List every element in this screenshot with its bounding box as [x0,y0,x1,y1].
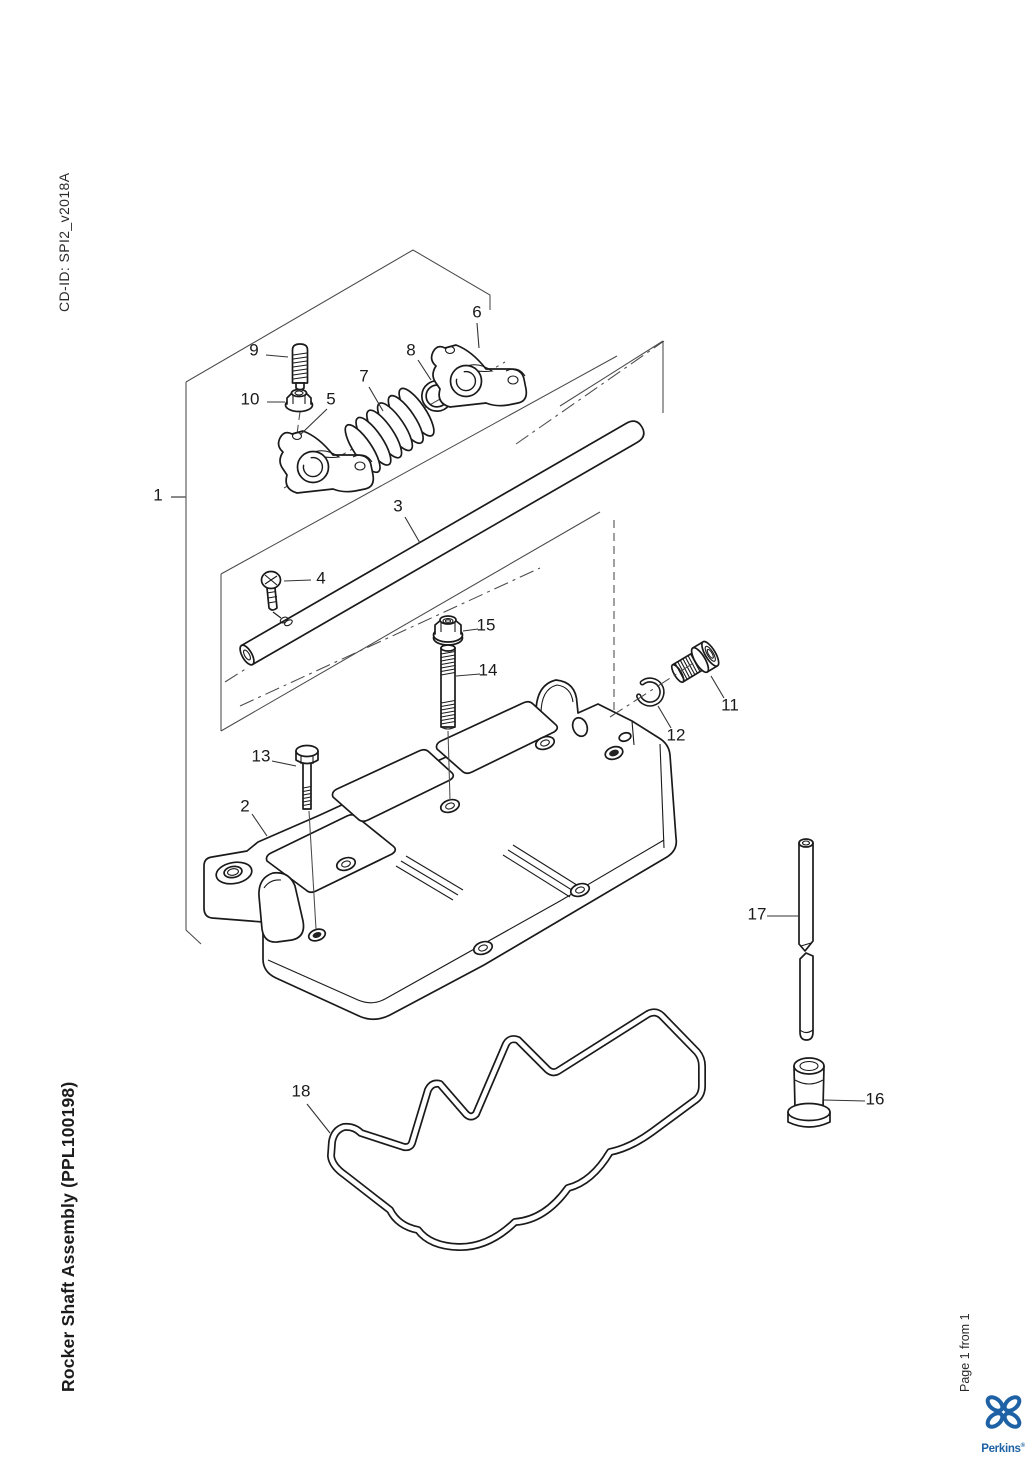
callout-number-15: 15 [476,615,496,635]
callout-leader-18 [307,1104,330,1133]
callout-number-17: 17 [747,904,767,924]
part-bolt-13 [296,746,318,810]
part-screw-4 [262,572,289,625]
callout-leader-13 [272,761,296,766]
part-nut-10 [286,390,313,412]
callout-number-3: 3 [393,496,403,516]
callout-leader-4 [284,580,311,581]
callout-number-4: 4 [316,568,326,588]
callout-leader-3 [405,517,420,543]
part-gasket [331,1012,702,1247]
page-title: Rocker Shaft Assembly (PPL100198) [58,1081,78,1392]
callout-leader-5 [300,409,327,435]
cd-id-label: CD-ID: SPI2_v2018A [56,172,72,312]
page-number: Page 1 from 1 [958,1313,972,1392]
callout-number-10: 10 [240,389,260,409]
callout-number-7: 7 [359,366,369,386]
callout-number-9: 9 [249,340,259,360]
callout-leader-6 [477,323,479,348]
brand-name: Perkins® [981,1442,1025,1455]
callout-leader-9 [266,355,288,357]
part-rocker-arm-right [432,345,527,407]
brand-logo [973,1392,1033,1455]
callout-number-6: 6 [472,302,482,322]
part-snap-ring-12 [639,680,662,704]
part-housing [204,680,676,1019]
callout-number-16: 16 [865,1089,885,1109]
callout-leader-16 [824,1100,865,1101]
callout-number-12: 12 [666,725,686,745]
part-tappet [788,1058,830,1127]
callout-number-1: 1 [153,485,163,505]
callout-number-5: 5 [326,389,336,409]
part-adjusting-screw [293,344,308,390]
callout-leader-8 [418,360,431,380]
callout-number-11: 11 [721,695,739,715]
callout-leader-7 [369,387,383,411]
part-nut-15 [434,616,463,645]
callout-number-2: 2 [240,796,250,816]
callout-number-13: 13 [251,746,271,766]
callout-number-14: 14 [478,660,498,680]
callout-leader-2 [252,814,267,836]
part-stud-14 [441,645,455,729]
callout-number-18: 18 [291,1081,311,1101]
perkins-logo-icon [975,1392,1031,1438]
part-push-rod [799,839,813,1040]
callout-leader-14 [456,674,480,676]
callout-number-8: 8 [406,340,416,360]
